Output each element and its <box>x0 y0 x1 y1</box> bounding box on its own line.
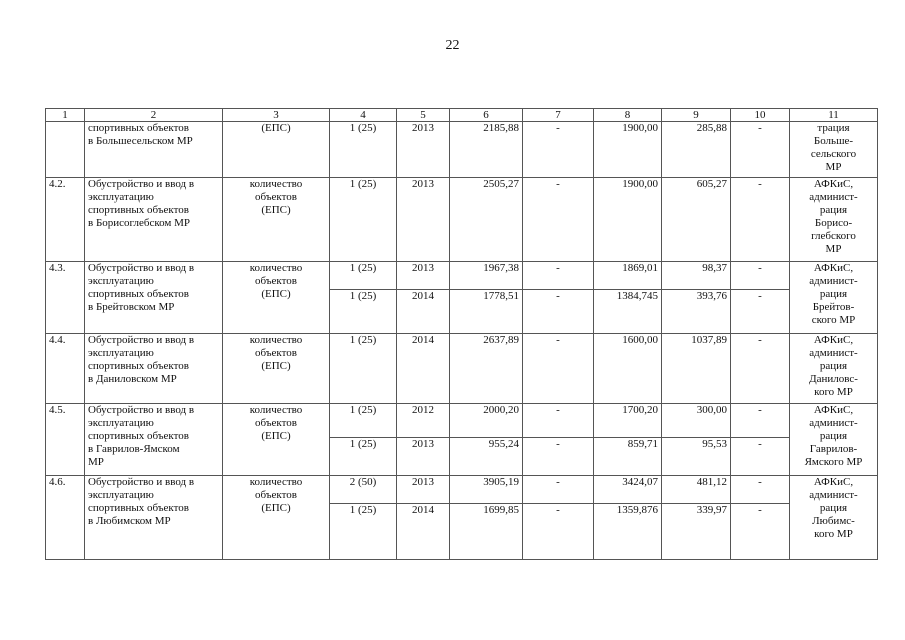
executor-cell-line: МР <box>825 243 842 255</box>
executor-cell-line: рация <box>819 360 848 372</box>
year-cell: 2014 <box>397 290 450 334</box>
description-cell-line: Обустройство и ввод в <box>88 334 195 346</box>
description-cell-line: спортивных объектов <box>88 122 189 134</box>
executor-cell-line: АФКиС, <box>813 178 854 190</box>
unit-cell-line: количество <box>249 178 303 190</box>
col-header: 11 <box>790 109 878 122</box>
unit-cell <box>223 476 330 560</box>
unit-cell-line: (ЕПС) <box>261 204 291 216</box>
executor-cell-line: кого МР <box>814 528 853 540</box>
year-cell: 2013 <box>397 122 450 178</box>
unit-cell <box>223 262 330 334</box>
table-row <box>46 404 878 438</box>
col8-cell: 1384,745 <box>594 290 662 334</box>
col8-cell: 1900,00 <box>594 178 662 262</box>
col8-cell: 859,71 <box>594 438 662 476</box>
year-cell: 2013 <box>397 438 450 476</box>
executor-cell <box>790 262 878 334</box>
program-table <box>45 108 878 560</box>
executor-cell-line: админист- <box>809 417 858 429</box>
unit-cell <box>223 334 330 404</box>
unit-cell-line: (ЕПС) <box>261 360 291 372</box>
description-cell <box>85 122 223 178</box>
col-header: 8 <box>594 109 662 122</box>
unit-cell <box>223 122 330 178</box>
executor-cell-line: админист- <box>809 275 858 287</box>
description-cell-line: спортивных объектов <box>88 288 189 300</box>
col7-cell: - <box>523 178 594 262</box>
description-cell <box>85 476 223 560</box>
executor-cell-line: МР <box>825 161 842 173</box>
col-header: 7 <box>523 109 594 122</box>
col8-cell: 3424,07 <box>594 476 662 504</box>
total-cell: 2637,89 <box>450 334 523 404</box>
executor-cell <box>790 404 878 476</box>
executor-cell-line: АФКиС, <box>813 262 854 274</box>
executor-cell-line: ского МР <box>811 314 856 326</box>
col9-cell: 605,27 <box>662 178 731 262</box>
unit-cell <box>223 178 330 262</box>
description-cell-line: эксплуатацию <box>88 347 154 359</box>
total-cell: 1699,85 <box>450 504 523 560</box>
unit-cell-line: объектов <box>255 191 297 203</box>
col10-cell: - <box>731 334 790 404</box>
description-cell-line: Обустройство и ввод в <box>88 178 195 190</box>
description-cell-line: МР <box>88 456 104 468</box>
item-number-cell: 4.2. <box>46 178 85 262</box>
col7-cell: - <box>523 476 594 504</box>
year-cell: 2012 <box>397 404 450 438</box>
col7-cell: - <box>523 404 594 438</box>
col7-cell: - <box>523 122 594 178</box>
description-cell-line: в Большесельском МР <box>88 135 193 147</box>
description-cell-line: эксплуатацию <box>88 275 154 287</box>
total-cell: 2000,20 <box>450 404 523 438</box>
description-cell-line: эксплуатацию <box>88 191 154 203</box>
col8-cell: 1700,20 <box>594 404 662 438</box>
executor-cell-line: Ямского МР <box>804 456 863 468</box>
col9-cell: 300,00 <box>662 404 731 438</box>
total-cell: 2185,88 <box>450 122 523 178</box>
col-header: 10 <box>731 109 790 122</box>
col9-cell: 1037,89 <box>662 334 731 404</box>
quantity-cell: 1 (25) <box>330 178 397 262</box>
description-cell <box>85 262 223 334</box>
executor-cell-line: Брейтов- <box>812 301 855 313</box>
col10-cell: - <box>731 290 790 334</box>
description-cell-line: спортивных объектов <box>88 502 189 514</box>
unit-cell-line: (ЕПС) <box>261 288 291 300</box>
description-cell <box>85 178 223 262</box>
unit-cell-line: (ЕПС) <box>261 502 291 514</box>
executor-cell <box>790 178 878 262</box>
executor-cell-line: Гаврилов- <box>809 443 858 455</box>
description-cell-line: в Гаврилов-Ямском <box>88 443 180 455</box>
executor-cell <box>790 476 878 560</box>
executor-cell-line: АФКиС, <box>813 404 854 416</box>
description-cell-line: Обустройство и ввод в <box>88 476 195 488</box>
description-cell-line: в Брейтовском МР <box>88 301 175 313</box>
unit-cell-line: объектов <box>255 417 297 429</box>
executor-cell-line: трация <box>817 122 850 134</box>
col9-cell: 98,37 <box>662 262 731 290</box>
description-cell-line: эксплуатацию <box>88 489 154 501</box>
col7-cell: - <box>523 504 594 560</box>
total-cell: 1778,51 <box>450 290 523 334</box>
col-header: 6 <box>450 109 523 122</box>
col10-cell: - <box>731 438 790 476</box>
description-cell-line: в Даниловском МР <box>88 373 177 385</box>
executor-cell-line: АФКиС, <box>813 334 854 346</box>
quantity-cell: 1 (25) <box>330 404 397 438</box>
quantity-cell: 2 (50) <box>330 476 397 504</box>
description-cell-line: спортивных объектов <box>88 360 189 372</box>
executor-cell-line: рация <box>819 502 848 514</box>
col8-cell: 1600,00 <box>594 334 662 404</box>
item-number-cell: 4.3. <box>46 262 85 334</box>
col10-cell: - <box>731 178 790 262</box>
item-number-cell: 4.6. <box>46 476 85 560</box>
col10-cell: - <box>731 122 790 178</box>
col10-cell: - <box>731 262 790 290</box>
executor-cell-line: Больше- <box>813 135 854 147</box>
executor-cell-line: Даниловс- <box>809 373 858 385</box>
total-cell: 2505,27 <box>450 178 523 262</box>
page-number: 22 <box>445 38 460 53</box>
year-cell: 2014 <box>397 504 450 560</box>
col9-cell: 393,76 <box>662 290 731 334</box>
col7-cell: - <box>523 262 594 290</box>
description-cell-line: Обустройство и ввод в <box>88 404 195 416</box>
total-cell: 955,24 <box>450 438 523 476</box>
unit-cell <box>223 404 330 476</box>
quantity-cell: 1 (25) <box>330 290 397 334</box>
description-cell-line: в Борисоглебском МР <box>88 217 191 229</box>
year-cell: 2013 <box>397 262 450 290</box>
description-cell-line: эксплуатацию <box>88 417 154 429</box>
col10-cell: - <box>731 476 790 504</box>
col-header: 1 <box>46 109 85 122</box>
col9-cell: 481,12 <box>662 476 731 504</box>
unit-cell-line: объектов <box>255 347 297 359</box>
total-cell: 3905,19 <box>450 476 523 504</box>
executor-cell-line: АФКиС, <box>813 476 854 488</box>
year-cell: 2013 <box>397 476 450 504</box>
description-cell-line: Обустройство и ввод в <box>88 262 195 274</box>
executor-cell <box>790 122 878 178</box>
col10-cell: - <box>731 404 790 438</box>
description-cell-line: спортивных объектов <box>88 204 189 216</box>
col7-cell: - <box>523 290 594 334</box>
executor-cell-line: админист- <box>809 191 858 203</box>
quantity-cell: 1 (25) <box>330 334 397 404</box>
executor-cell-line: рация <box>819 288 848 300</box>
table-row <box>46 334 878 404</box>
unit-cell-line: (ЕПС) <box>261 430 291 442</box>
executor-cell-line: Борисо- <box>814 217 853 229</box>
col-header: 4 <box>330 109 397 122</box>
item-number-cell: 4.5. <box>46 404 85 476</box>
col8-cell: 1359,876 <box>594 504 662 560</box>
executor-cell-line: Любимс- <box>812 515 855 527</box>
table-row <box>46 262 878 290</box>
col8-cell: 1900,00 <box>594 122 662 178</box>
col9-cell: 339,97 <box>662 504 731 560</box>
description-cell <box>85 334 223 404</box>
col9-cell: 95,53 <box>662 438 731 476</box>
table-body <box>46 109 878 560</box>
year-cell: 2014 <box>397 334 450 404</box>
col9-cell: 285,88 <box>662 122 731 178</box>
description-cell-line: в Любимском МР <box>88 515 171 527</box>
executor-cell-line: глебского <box>811 230 856 242</box>
unit-cell-line: количество <box>249 404 303 416</box>
unit-cell-line: количество <box>249 262 303 274</box>
quantity-cell: 1 (25) <box>330 504 397 560</box>
executor-cell-line: рация <box>819 430 848 442</box>
description-cell-line: спортивных объектов <box>88 430 189 442</box>
unit-cell-line: объектов <box>255 489 297 501</box>
item-number-cell <box>46 122 85 178</box>
col-header: 5 <box>397 109 450 122</box>
unit-cell-line: (ЕПС) <box>261 122 291 134</box>
year-cell: 2013 <box>397 178 450 262</box>
table-row <box>46 476 878 504</box>
unit-cell-line: объектов <box>255 275 297 287</box>
table-row <box>46 122 878 178</box>
total-cell: 1967,38 <box>450 262 523 290</box>
column-number-row <box>46 109 878 122</box>
col-header: 3 <box>223 109 330 122</box>
col10-cell: - <box>731 504 790 560</box>
executor-cell-line: админист- <box>809 347 858 359</box>
executor-cell <box>790 334 878 404</box>
col7-cell: - <box>523 438 594 476</box>
executor-cell-line: рация <box>819 204 848 216</box>
col-header: 9 <box>662 109 731 122</box>
quantity-cell: 1 (25) <box>330 262 397 290</box>
executor-cell-line: сельского <box>810 148 857 160</box>
unit-cell-line: количество <box>249 476 303 488</box>
unit-cell-line: количество <box>249 334 303 346</box>
col8-cell: 1869,01 <box>594 262 662 290</box>
item-number-cell: 4.4. <box>46 334 85 404</box>
executor-cell-line: кого МР <box>814 386 853 398</box>
table-row <box>46 178 878 262</box>
description-cell <box>85 404 223 476</box>
executor-cell-line: админист- <box>809 489 858 501</box>
quantity-cell: 1 (25) <box>330 438 397 476</box>
col7-cell: - <box>523 334 594 404</box>
col-header: 2 <box>85 109 223 122</box>
quantity-cell: 1 (25) <box>330 122 397 178</box>
